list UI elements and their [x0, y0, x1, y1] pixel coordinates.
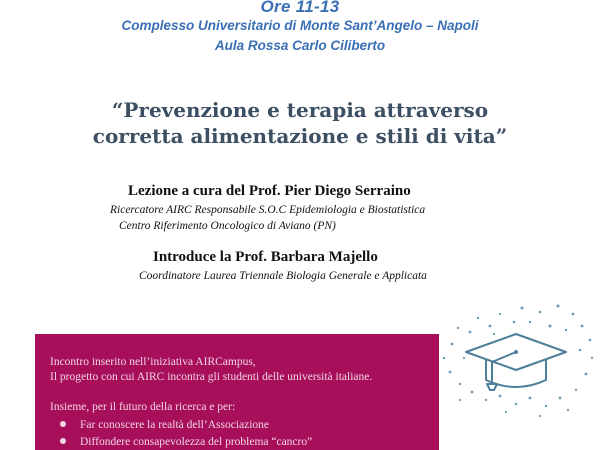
- event-room: Aula Rossa Carlo Ciliberto: [214, 38, 386, 53]
- lecture-role-line-2: Centro Riferimento Oncologico di Aviano (PN): [119, 220, 336, 232]
- list-item: [60, 436, 312, 448]
- graduation-cap-icon: [430, 300, 600, 420]
- goal-text: Diffondere consapevolezza del problema “cancro”: [80, 436, 313, 448]
- goal-text: Far conoscere la realtà dell’Associazione: [80, 419, 270, 431]
- intro-role: Coordinatore Laurea Triennale Biologia Generale e Applicata: [139, 270, 427, 282]
- intro-speaker: Introduce la Prof. Barbara Majello: [153, 249, 378, 265]
- event-venue: Complesso Universitario di Monte Sant’Angelo – Napoli: [121, 18, 479, 33]
- bullet-icon: [60, 438, 66, 444]
- bullet-icon: [60, 421, 66, 427]
- event-hours: Ore 11-13: [260, 0, 340, 16]
- airc-info-panel: [35, 334, 439, 450]
- lecture-role-line-1: Ricercatore AIRC Responsabile S.O.C Epidemiologia e Biostatistica: [110, 204, 426, 216]
- panel-note-line-1: Incontro inserito nell’iniziativa AIRCampus,: [50, 356, 256, 368]
- list-item: [60, 419, 269, 431]
- title-line-1: “Prevenzione e terapia attraverso: [111, 98, 489, 122]
- panel-note-line-2: Il progetto con cui AIRC incontra gli studenti delle università italiane.: [50, 371, 373, 383]
- title-line-2: corretta alimentazione e stili di vita”: [92, 124, 508, 148]
- panel-goals-intro: Insieme, per il futuro della ricerca e per:: [50, 401, 236, 413]
- lecture-speaker: Lezione a cura del Prof. Pier Diego Serraino: [128, 183, 411, 199]
